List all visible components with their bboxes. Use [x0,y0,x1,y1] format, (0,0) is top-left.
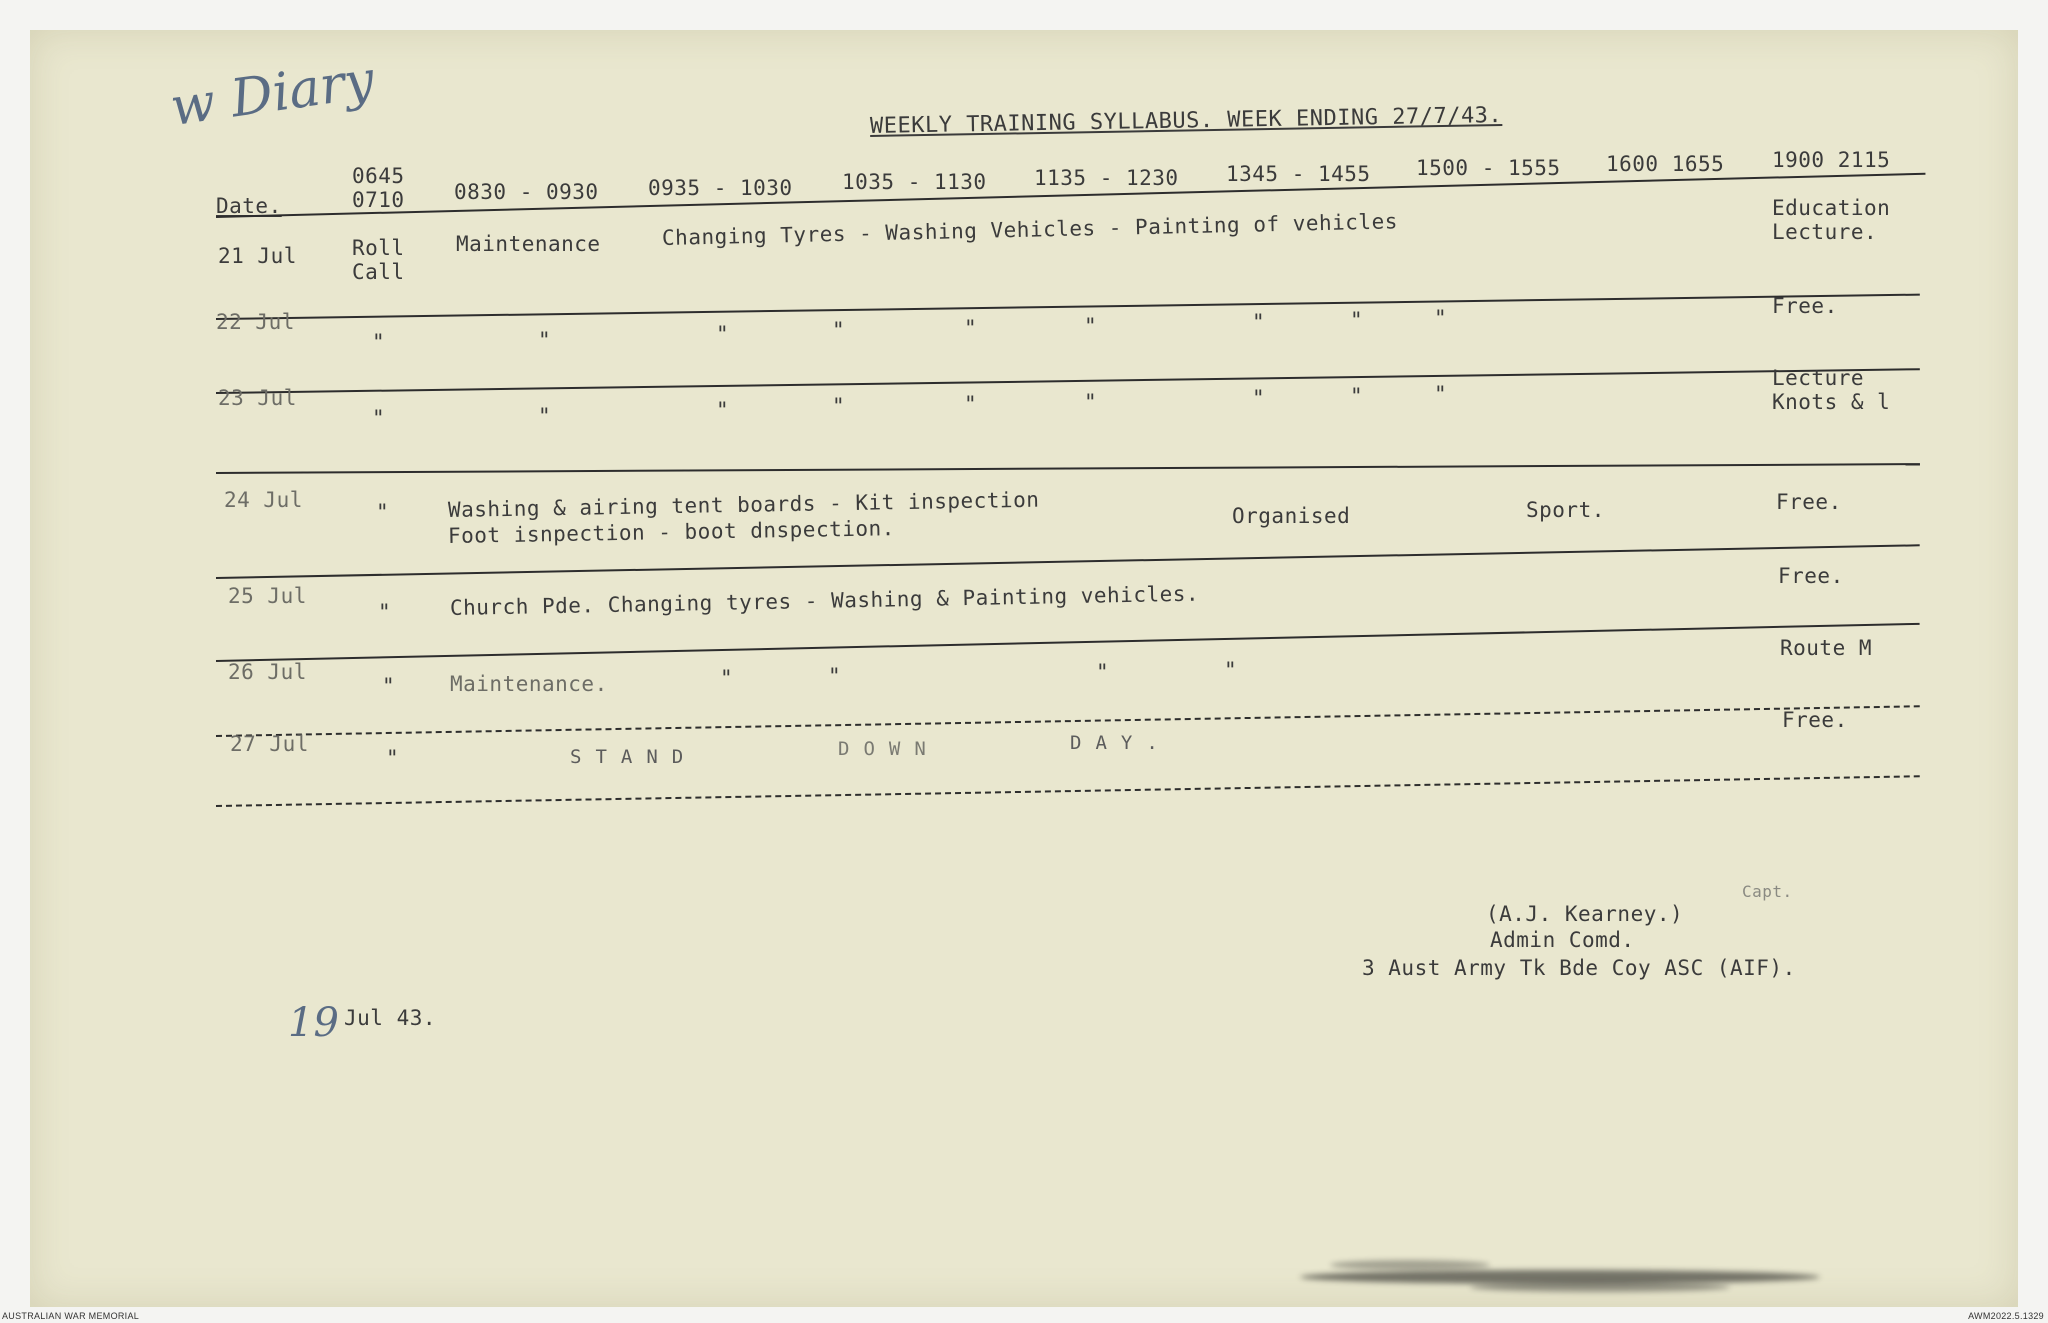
header-time-0710: 0710 [352,188,405,212]
ditto-mark: " [538,404,552,428]
row-23-evening-b: Knots & l [1772,390,1891,414]
ditto-mark: " [1084,390,1098,414]
ditto-mark: " [832,394,846,418]
header-time-1135: 1135 - 1230 [1034,166,1179,190]
row-25-evening: Free. [1778,564,1844,588]
document-sheet [30,30,2018,1307]
ditto-mark: " [828,664,842,688]
signature-rank: Capt. [1742,882,1793,901]
row-24-sport: Sport. [1526,498,1605,522]
ditto-mark: " [1350,308,1364,332]
handwritten-annotation: w Diary [166,50,378,138]
row-24-organised: Organised [1232,504,1351,528]
row-27-down: DOWN [838,738,940,760]
row-rule-26 [216,705,1920,737]
row-21-activity: Maintenance [456,232,601,256]
row-rule-22 [216,368,1920,394]
signature-name: (A.J. Kearney.) [1486,902,1684,926]
row-22-evening: Free. [1772,294,1838,318]
row-24-date: 24 Jul [224,488,303,512]
signature-unit: 3 Aust Army Tk Bde Coy ASC (AIF). [1362,956,1796,980]
document-title: WEEKLY TRAINING SYLLABUS. WEEK ENDING 27/7/43. [869,102,1503,139]
ditto-mark: " [1084,314,1098,338]
ditto-mark: " [1434,382,1448,406]
row-24-line2: Foot isnpection - boot dnspection. [447,516,896,548]
row-21-evening-a: Education [1772,196,1891,220]
row-24-line1: Washing & airing tent boards - Kit inspection [447,487,1040,522]
ditto-mark: " [716,322,730,346]
ditto-mark: " [372,330,386,354]
row-27-evening: Free. [1782,708,1848,732]
ditto-mark: " [964,392,978,416]
header-time-1500: 1500 - 1555 [1416,156,1561,180]
row-24-ditto: " [376,500,390,524]
ditto-mark: " [1350,384,1364,408]
row-25-activity: Church Pde. Changing tyres - Washing & Painting vehicles. [449,581,1200,620]
row-24-evening: Free. [1776,490,1842,514]
footer-credit: AUSTRALIAN WAR MEMORIAL [2,1311,140,1321]
row-21-call: Call [352,260,405,284]
header-date-label: Date. [216,194,282,218]
row-25-ditto: " [378,600,392,624]
row-23-date: 23 Jul [218,386,297,410]
row-27-stand: STAND [570,746,698,768]
row-rule-27 [216,775,1920,807]
header-time-1900: 1900 2115 [1772,148,1891,172]
row-26-date: 26 Jul [228,660,307,684]
header-time-0935: 0935 - 1030 [648,176,793,200]
row-26-evening: Route M [1780,636,1873,660]
row-25-date: 25 Jul [228,584,307,608]
ditto-mark: " [1096,660,1110,684]
ditto-mark: " [1224,658,1238,682]
row-21-evening-b: Lecture. [1772,220,1878,244]
row-23-evening-a: Lecture [1772,366,1865,390]
row-rule-23 [216,463,1920,474]
ditto-mark: " [1252,310,1266,334]
document-date: Jul 43. [344,1006,437,1030]
ditto-mark: " [1434,306,1448,330]
header-time-0830: 0830 - 0930 [454,180,599,204]
signature-role: Admin Comd. [1490,928,1635,952]
row-21-roll: Roll [352,236,405,260]
row-22-date: 22 Jul [216,310,295,334]
row-26-activity: Maintenance. [450,672,608,696]
row-26-ditto: " [382,674,396,698]
row-21-activity2: Changing Tyres - Washing Vehicles - Painting of vehicles [661,209,1399,250]
ditto-mark: " [538,328,552,352]
header-time-1035: 1035 - 1130 [842,170,987,194]
header-time-1345: 1345 - 1455 [1226,162,1371,186]
ditto-mark: " [372,406,386,430]
ditto-mark: " [964,316,978,340]
row-rule-25 [216,623,1920,662]
row-rule-24 [216,544,1920,579]
header-time-1600: 1600 1655 [1606,152,1725,176]
ink-smudge [1470,1282,1730,1292]
row-21-date: 21 Jul [218,244,297,268]
header-time-0645: 0645 [352,164,405,188]
ditto-mark: " [720,666,734,690]
row-27-ditto: " [386,746,400,770]
ditto-mark: " [716,398,730,422]
row-27-date: 27 Jul [230,732,309,756]
footer-accession: AWM2022.5.1329 [1968,1311,2044,1321]
handwritten-day: 19 [288,1000,339,1046]
row-rule-21 [216,294,1920,320]
ditto-mark: " [832,318,846,342]
ink-smudge [1330,1260,1490,1270]
ditto-mark: " [1252,386,1266,410]
row-27-day: DAY. [1070,732,1172,754]
